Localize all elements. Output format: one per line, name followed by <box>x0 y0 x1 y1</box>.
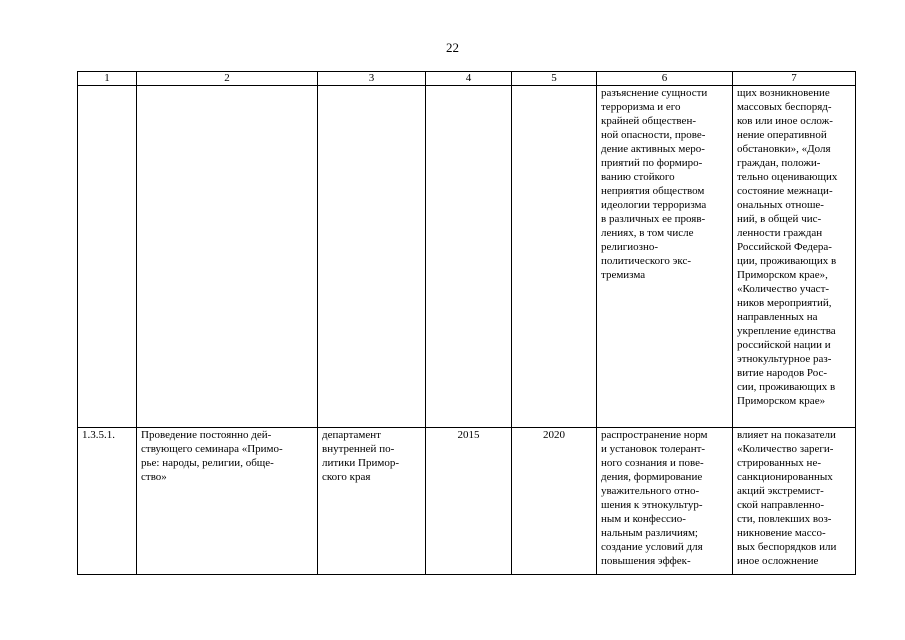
cell-end-year <box>512 86 597 428</box>
cell-start-year <box>426 86 512 428</box>
cell-item-number <box>78 86 137 428</box>
column-number-4: 4 <box>426 72 512 86</box>
cell-responsible: департамент внутренней по- литики Примор- ского края <box>318 428 426 575</box>
column-number-1: 1 <box>78 72 137 86</box>
table-row-1-3-5-1 <box>78 428 856 575</box>
cell-item-number: 1.3.5.1. <box>78 428 137 575</box>
column-number-3: 3 <box>318 72 426 86</box>
cell-activity-name <box>137 86 318 428</box>
column-number-6: 6 <box>597 72 733 86</box>
column-number-row <box>78 72 856 86</box>
column-number-5: 5 <box>512 72 597 86</box>
cell-expected-result: распространение норм и установок толерант- ного сознания и пове- дения, формирование уважительного отно- шения к этнокультур- ным и конфессио- нальным различиям; создание условий для повышения эффек- <box>597 428 733 575</box>
cell-indicator-link: влияет на показатели «Количество зареги- стрированных не- санкционированных акций экстремист- ской направленно- сти, повлекших воз- никновение массо- вых беспорядков или иное осложнение <box>733 428 856 575</box>
cell-indicator-link: щих возникновение массовых беспоряд- ков или иное ослож- нение оперативной обстановки», «Доля граждан, положи- тельно оценивающих состояние межнаци- ональных отноше- ний, в общей чис- ленности граждан Российской Федера- ции, проживающих в Приморском крае», «Количество участ- ников мероприятий, направленных на укрепление единства российской нации и этнокультурное раз- витие народов Рос- сии, проживающих в Приморском крае» <box>733 86 856 428</box>
table-row-continuation <box>78 86 856 428</box>
cell-expected-result: разъяснение сущности терроризма и его крайней обществен- ной опасности, прове- дение активных меро- приятий по формиро- ванию стойкого неприятия обществом идеологии терроризма в различных ее прояв- лениях, в том числе религиозно- политического экс- тремизма <box>597 86 733 428</box>
page-number: 22 <box>446 40 459 55</box>
cell-end-year: 2020 <box>512 428 597 575</box>
cell-responsible <box>318 86 426 428</box>
column-number-7: 7 <box>733 72 856 86</box>
program-table <box>77 71 856 575</box>
cell-start-year: 2015 <box>426 428 512 575</box>
column-number-2: 2 <box>137 72 318 86</box>
cell-activity-name: Проведение постоянно дей- ствующего семинара «Примо- рье: народы, религии, обще- ство» <box>137 428 318 575</box>
